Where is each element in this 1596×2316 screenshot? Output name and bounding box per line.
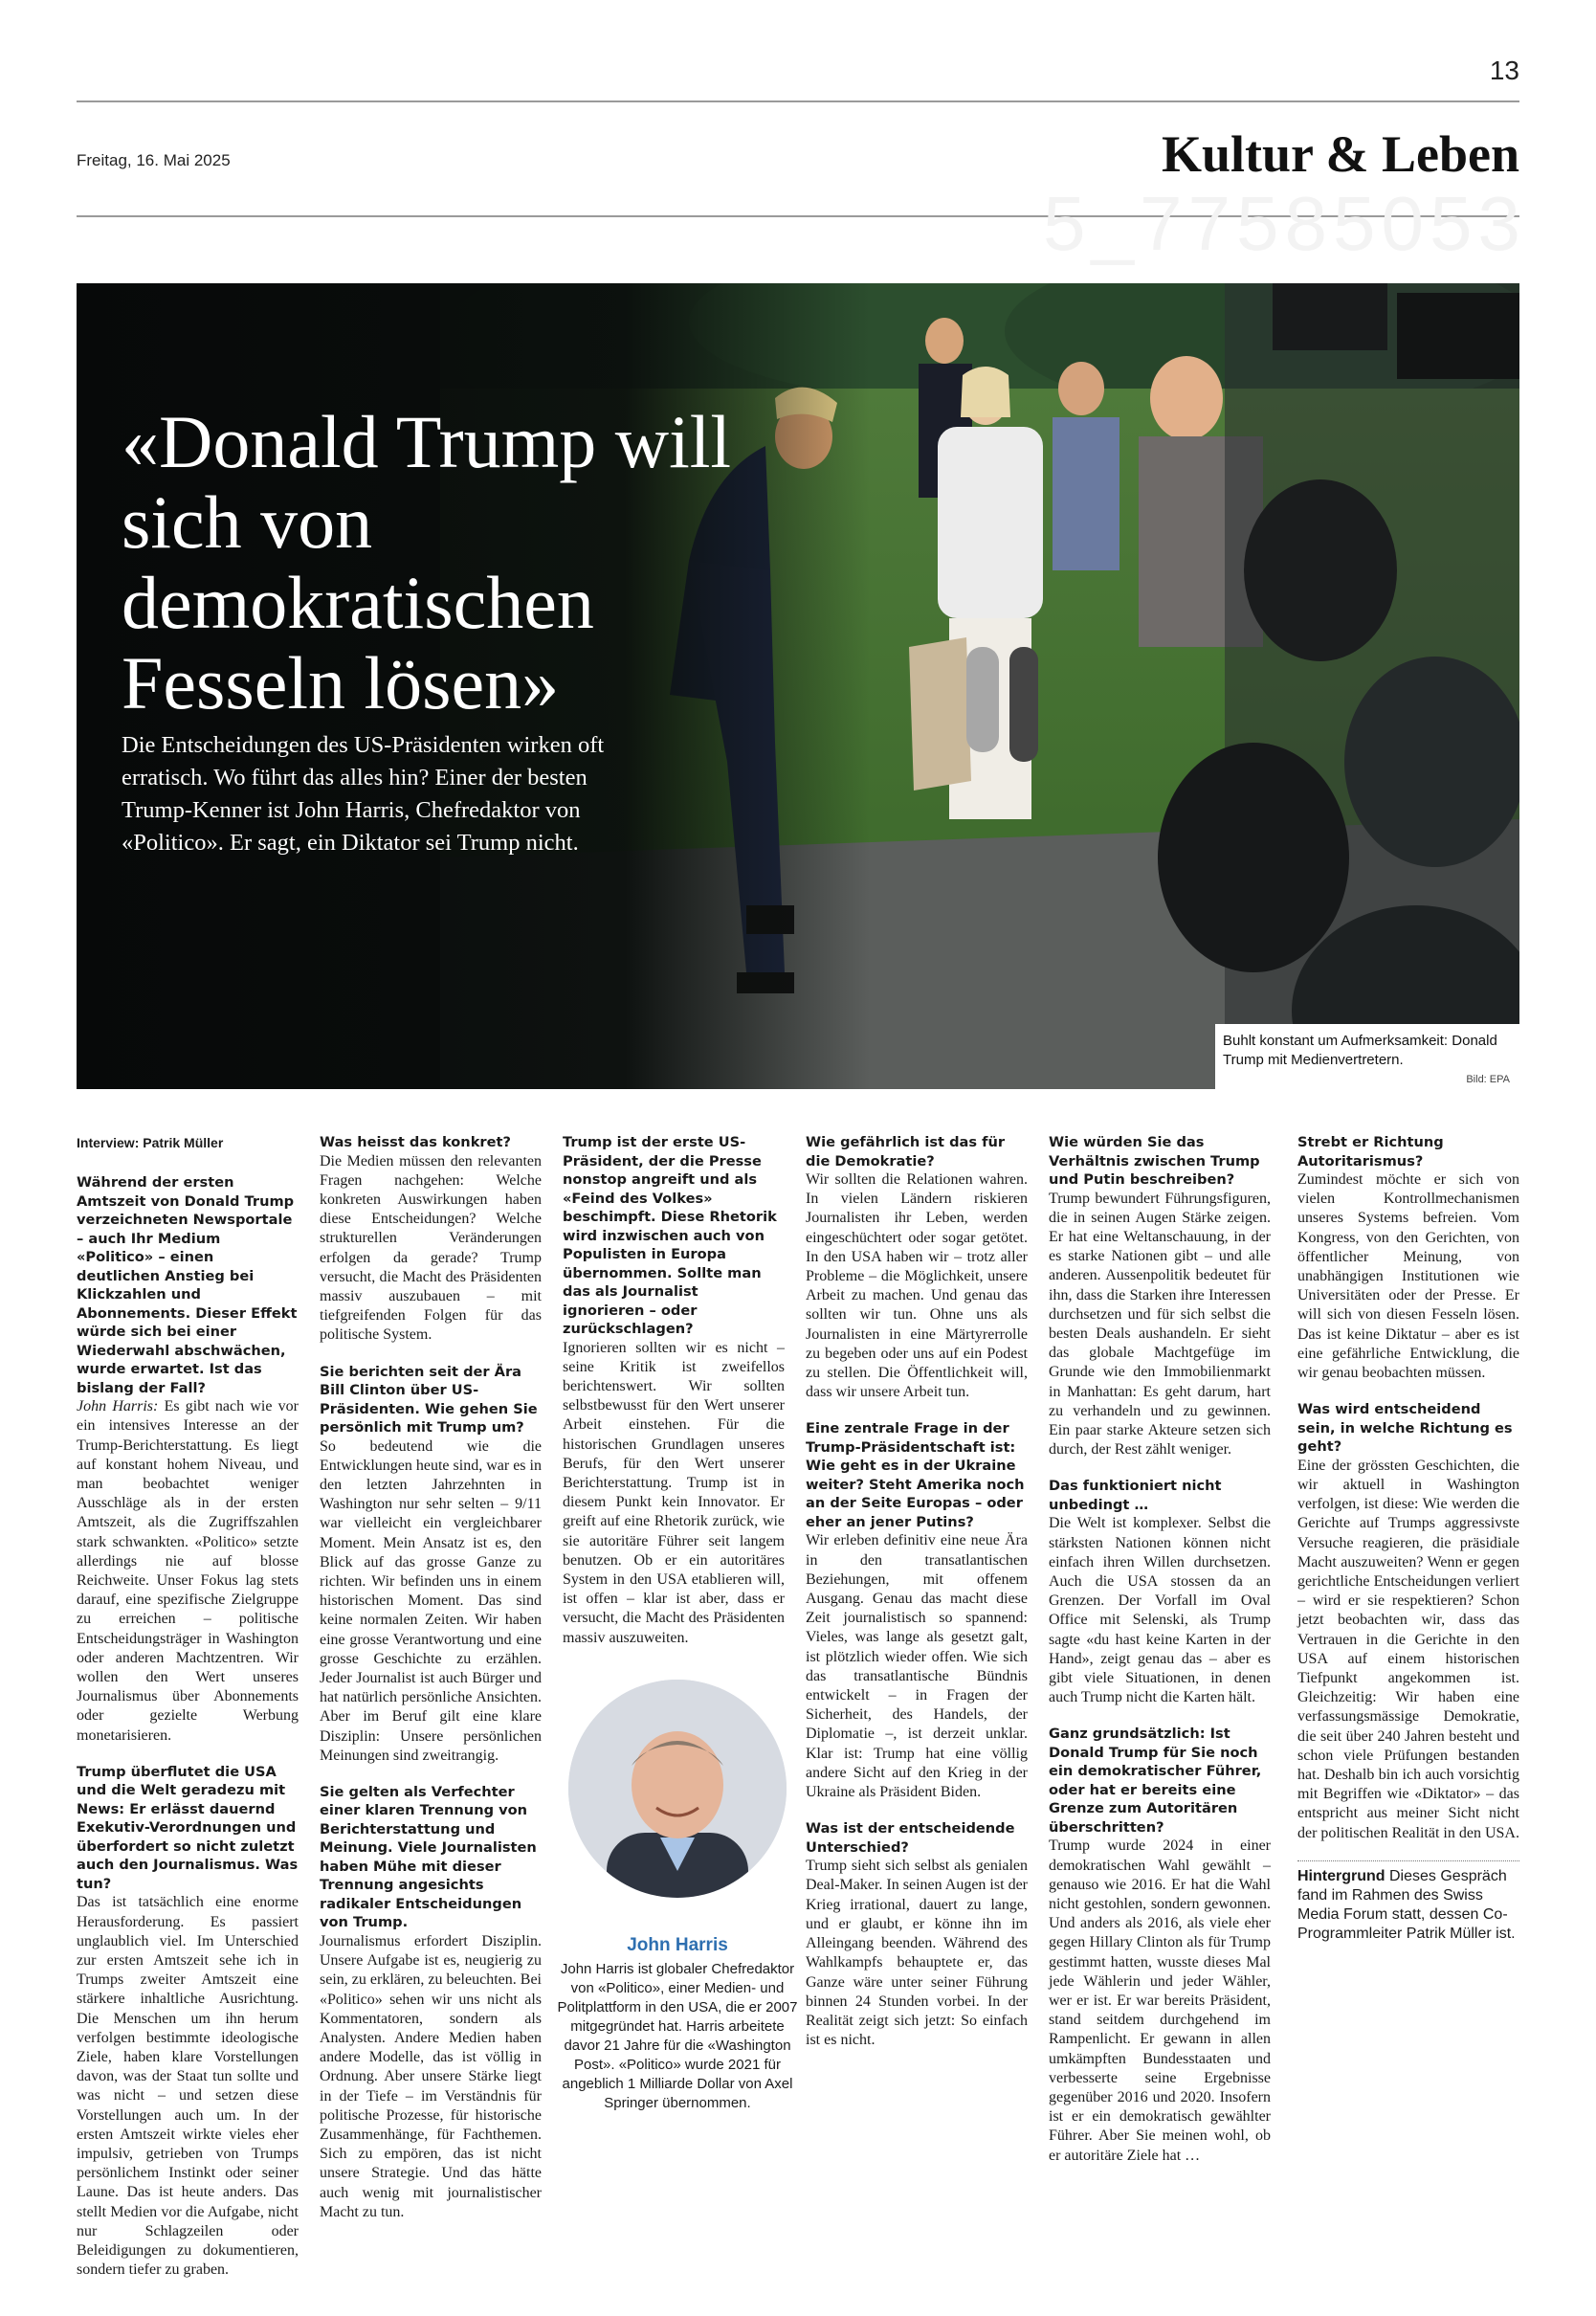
question-text: Wie würden Sie das Verhältnis zwischen Trump und Putin beschreiben? [1049, 1134, 1260, 1188]
background-note [1297, 1867, 1519, 1944]
article-column-6 [1297, 1133, 1519, 1955]
answer-text: Eine der grössten Geschichten, die wir aktuell in Washington verfolgen, ist diese: Wie werden die Gerichte auf Trumps aggressivste Versuche reagieren, die präsidiale Macht auszuweiten? Wenn er gegen gerichtliche Entscheidungen verliert – wird er sie respektieren? Schon jetzt beobachten wir, dass das Vertrauen in die Gerichte in den USA auf einem historischen Tiefpunkt angekommen ist. Gleichzeitig: Wir haben eine verfassungsmässige Demokratie, die seit über 240 Jahren besteht und schon viele Prüfungen bestanden hat. Deshalb bin ich auch vorsichtig mit Begriffen wie «Diktator» – das entspricht aus meiner Sicht nicht der politischen Realität in den USA. [1297, 1457, 1519, 1841]
issue-date: Freitag, 16. Mai 2025 [77, 151, 231, 169]
answer-text: Ignorieren sollten wir es nicht – seine Kritik ist zweifellos berichtenswert. Wir sollten selbstbewusst für den Wert unserer Arbeit einstehen. Für die historischen Grundlagen unseres Berufs, für den Wert unserer Berichterstattung. Trump ist in diesem Punkt kein Innovator. Er greift auf eine Rhetorik zurück, wie sie autoritäre Führer seit langem benutzen. Ob er ein autoritäres System in den USA etablieren will, ist offen – klar ist aber, dass er versucht, die Macht des Präsidenten massiv auszuweiten. [563, 1339, 785, 1646]
page-number: 13 [1489, 56, 1519, 85]
answer-text: Die Medien müssen den relevanten Fragen nachgehen: Welche konkreten Auswirkungen haben diese Entscheidungen? Welche strukturellen Veränderungen erfolgen da gerade? Trump versucht, die Macht des Präsidenten massiv auszubauen – mit tiefgreifenden Folgen für das politische System. [320, 1152, 542, 1344]
byline: Interview: Patrik Müller [77, 1135, 224, 1150]
background-label: Hintergrund [1297, 1867, 1385, 1884]
question-text: Strebt er Richtung Autoritarismus? [1297, 1134, 1444, 1169]
caption-text: Buhlt konstant um Aufmerksamkeit: Donald Trump mit Medienvertretern. [1223, 1033, 1497, 1068]
bio-name: John Harris [627, 1935, 728, 1955]
question-text: Was ist der entscheidende Unterschied? [806, 1820, 1015, 1856]
answer-text: Zumindest möchte er sich von vielen Kontrollmechanismen unseres Systems befreien. Vom Kongress, von den Gerichten, von öffentlicher Meinung, von unabhängigen Institutionen wie Universitäten oder der Presse. Er will sich von diesen Fesseln lösen. Das ist keine Diktatur – aber es ist eine gefährliche Entwicklung, die wir genau beobachten müssen. [1297, 1171, 1519, 1382]
question-text: Trump überflutet die USA und die Welt geradezu mit News: Er erlässt dauernd Exekutiv-Verordnungen und überfordert so nicht zuletzt auch den Journalismus. Was tun? [77, 1763, 299, 1892]
question-text: Das funktioniert nicht unbedingt … [1049, 1478, 1222, 1513]
article-column-3 [563, 1133, 785, 1669]
background-divider [1297, 1860, 1519, 1861]
answer-text: Trump wurde 2024 in einer demokratischen Wahl gewählt – genauso wie 2016. Er hat die Wahl nicht gestohlen, sondern gewonnen. Und anders als 2016, als viele eher gegen Hillary Clinton als für Trump gestimmt hatten, wusste dieses Mal jede Wählerin und jeder Wähler, wer er ist. Er war bereits Präsident, stand seitdem durchgehend im Rampenlicht. Er gewann in allen umkämpften Bundesstaaten und verbesserte seine Ergebnisse gegenüber 2016 und 2020. Insofern ist er ein demokratisch gewählter Führer. Aber Sie meinen wohl, ob er autoritäre Ziele hat … [1049, 1837, 1271, 2164]
question-text: Ganz grundsätzlich: Ist Donald Trump für Sie noch ein demokratischer Führer, oder hat er bereits eine Grenze zum Autoritären überschritten? [1049, 1726, 1262, 1836]
watermark-id: 5_77585053 [1043, 181, 1526, 266]
question-text: Sie gelten als Verfechter einer klaren Trennung von Berichterstattung und Meinung. Viele Journalisten haben Mühe mit dieser Trennung angesichts radikaler Entscheidungen von Trump. [320, 1783, 537, 1931]
answer-speaker: John Harris: [77, 1398, 159, 1415]
answer-text: So bedeutend wie die Entwicklungen heute sind, war es in den letzten Jahrzehnten in Washington nur sehr selten – 9/11 war vielleicht ein vergleichbarer Moment. Mein Ansatz ist es, den Blick auf das grosse Ganze zu richten. Wir befinden uns in einem historischen Moment. Das sind keine normalen Zeiten. Wir haben eine grosse Verantwortung und eine grosse Geschichte zu erzählen. Jeder Journalist ist auch Bürger und hat natürlich persönliche Ansichten. Aber im Beruf gilt eine klare Disziplin: Unsere persönlichen Meinungen sind zweitrangig. [320, 1437, 542, 1764]
answer-text: Wir sollten die Relationen wahren. In vielen Ländern riskieren Journalisten ihr Leben, werden eingeschüchtert oder sogar getötet. In den USA haben wir – trotz aller Probleme – die Möglichkeit, unsere Arbeit zu machen. Und genau das sollten wir tun. Ohne uns als Journalisten in eine Märtyrerrolle zu begeben oder uns auf ein Podest zu stellen. Die Öffentlichkeit will, dass wir unsere Arbeit tun. [806, 1171, 1028, 1401]
portrait-illustration [568, 1680, 787, 1898]
article-column-2 [320, 1133, 542, 2239]
answer-text: Die Welt ist komplexer. Selbst die stärksten Nationen können nicht einfach ihren Willen durchsetzen. Auch die USA stossen da an Grenzen. Der Vorfall im Oval Office mit Selenski, als Trump sagte «du hast keine Karten in der Hand», zeigt genau das – aber es gibt viele Situationen, in denen auch Trump nicht die Karten hält. [1049, 1515, 1271, 1706]
background-text: Dieses Gespräch fand im Rahmen des Swiss Media Forum statt, dessen Co-Programmleiter Patrik Müller ist. [1297, 1867, 1516, 1942]
bio-text: John Harris ist globaler Chefredaktor von «Politico», einer Medien- und Politplattform in den USA, die er 2007 mitgegründet hat. Harris arbeitete davor 21 Jahre für die «Washington Post». «Politico» wurde 2021 für angeblich 1 Milliarde Dollar von Axel Springer übernommen. [557, 1961, 798, 2111]
question-text: Was wird entscheidend sein, in welche Richtung es geht? [1297, 1401, 1513, 1456]
question-text: Was heisst das konkret? [320, 1134, 511, 1150]
answer-text: Journalismus erfordert Disziplin. Unsere Aufgabe ist es, neugierig zu sein, zu erklären, zu beleuchten. Bei «Politico» sehen wir uns nicht als Kommentatoren, sondern als Analysten. Andere Medien haben andere Modelle, das ist völlig in Ordnung. Aber unsere Stärke liegt in der Tiefe – im Verständnis für politische Prozesse, für historische Zusammenhänge, für Fachthemen. Sich zu empören, das ist nicht unsere Strategie. Und das hätte auch wenig mit journalistischer Macht zu tun. [320, 1932, 542, 2220]
answer-text: Trump sieht sich selbst als genialen Deal-Maker. In seinen Augen ist der Krieg irrational, dauert zu lange, und er glaubt, er könne ihn im Alleingang beenden. Während des Wahlkampfs behauptete er, das Ganze wäre unter seiner Führung binnen 24 Stunden vorbei. In der Realität zeigt sich jetzt: So einfach ist es nicht. [806, 1858, 1028, 2049]
photo-credit: Bild: EPA [1466, 1074, 1510, 1085]
article-column-4 [806, 1133, 1028, 2067]
section-title: Kultur & Leben [1161, 125, 1519, 183]
answer-text: Das ist tatsächlich eine enorme Herausforderung. Es passiert unglaublich viel. Im Unterschied zur ersten Amtszeit sehe ich in Trumps zweiter Amtszeit eine stärkere inhaltliche Ausrichtung. Die Menschen um ihn herum verfolgen bestimmte ideologische Ziele, haben klare Vorstellungen davon, was der Staat tun sollte und was nicht – und setzen diese Vorstellungen auch um. In der ersten Amtszeit wirkte vieles eher impulsiv, getrieben von Trumps persönlichem Instinkt oder seiner Laune. Das ist heute anders. Das stellt Medien vor die Aufgabe, nicht nur Schlagzeilen oder Beleidigungen zu dokumentieren, sondern tiefer zu graben. [77, 1894, 299, 2279]
interview-intro: Während der ersten Amtszeit von Donald Trump verzeichneten Newsportale – auch Ihr Medium «Politico» – einen deutlichen Anstieg bei Klickzahlen und Abonnements. Dieser Effekt würde sich bei einer Wiederwahl abschwächen, wurde erwartet. Ist das bislang der Fall? [77, 1174, 298, 1396]
question-text: Trump ist der erste US-Präsident, der die Presse nonstop angreift und als «Feind des Volkes» beschimpft. Diese Rhetorik wird inzwischen auch von Populisten in Europa übernommen. Sollte man das als Journalist ignorieren – oder zurückschlagen? [563, 1134, 777, 1337]
headline: «Donald Trump will sich von demokratischen Fesseln lösen» [122, 400, 732, 724]
author-portrait [568, 1680, 787, 1898]
article-column-1 [77, 1133, 299, 2297]
question-text: Wie gefährlich ist das für die Demokratie? [806, 1134, 1006, 1169]
answer-text: Wir erleben definitiv eine neue Ära in den transatlantischen Beziehungen, mit offenem Ausgang. Genau das macht diese Zeit journalistisch so spannend: Vieles, was lange als gesetzt galt, ist plötzlich wieder offen. Wie sich das transatlantische Bündnis entwickelt – in Fragen der Sicherheit, des Handels, der Diplomatie –, ist derzeit unklar. Klar ist: Trump hat eine völlig andere Sicht auf den Krieg in der Ukraine als Präsident Biden. [806, 1532, 1028, 1801]
article-column-5 [1049, 1133, 1271, 2183]
answer-text: Trump bewundert Führungsfiguren, die in seinen Augen Stärke zeigen. Er hat eine Weltanschauung, in der es starke Nationen gibt – und alle anderen. Aussenpolitik bedeutet für ihn, dass die Starken ihre Interessen durchsetzen und für sich selbst die besten Deals aushandeln. Er sieht das globale Machtgefüge im Grunde wie den Immobilienmarkt in Manhattan: Es geht darum, hart zu verhandeln und zu gewinnen. Ein paar starke Akteure setzen sich durch, der Rest zählt weniger. [1049, 1190, 1271, 1459]
answer-text: Es gibt nach wie vor ein intensives Interesse an der Trump-Berichterstattung. Es liegt auf konstant hohem Niveau, und man beobachtet weniger Ausschläge als in der ersten Amtszeit, als die Zugriffszahlen stark schwankten. «Politico» setzte allerdings nie auf blosse Reichweite. Unser Fokus lag stets darauf, eine spezifische Zielgruppe zu erreichen – politische Entscheidungsträger in Washington oder anderen Machtzentren. Wir wollen den Wert unseres Journalismus über Abonnements oder gezielte Werbung monetarisieren. [77, 1398, 299, 1744]
question-text: Sie berichten seit der Ära Bill Clinton über US-Präsidenten. Wie gehen Sie persönlich mit Trump um? [320, 1363, 538, 1436]
question-text: Eine zentrale Frage in der Trump-Präsidentschaft ist: Wie geht es in der Ukraine weiter? Steht Amerika noch an der Seite Europas – oder eher an jener Putins? [806, 1420, 1025, 1530]
lead-paragraph: Die Entscheidungen des US-Präsidenten wirken oft erratisch. Wo führt das alles hin? Einer der besten Trump-Kenner ist John Harris, Chefredaktor von «Politico». Er sagt, ein Diktator sei Trump nicht. [122, 732, 605, 856]
header-rule-top [77, 100, 1519, 102]
photo-caption [1215, 1024, 1519, 1089]
